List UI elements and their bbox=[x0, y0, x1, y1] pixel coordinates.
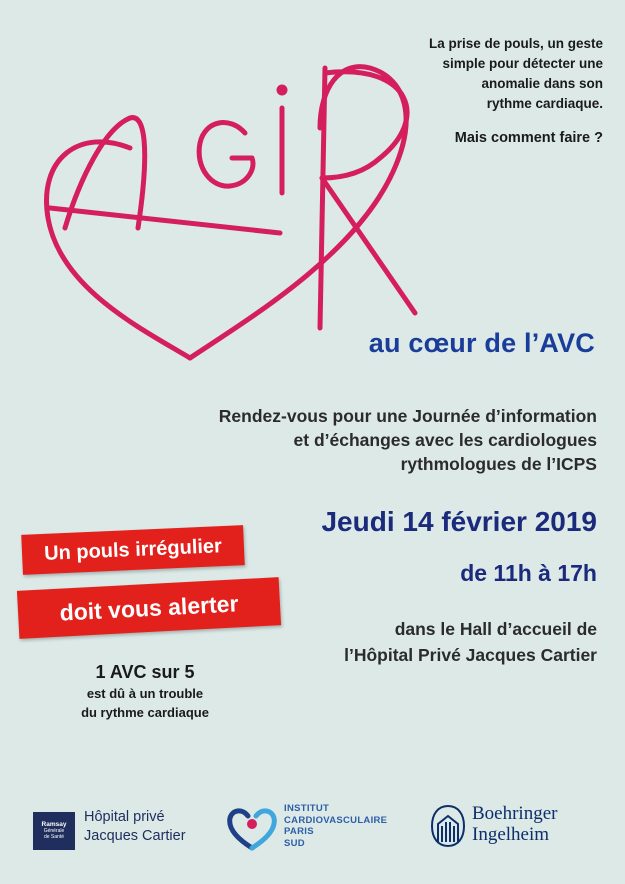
intro-line: La prise de pouls, un geste bbox=[428, 36, 603, 51]
icps-line: SUD bbox=[284, 837, 305, 849]
hospital-line: Jacques Cartier bbox=[84, 828, 186, 844]
rendezvous-line: et d’échanges avec les cardiologues bbox=[293, 430, 597, 450]
location-line: l’Hôpital Privé Jacques Cartier bbox=[344, 645, 597, 665]
icps-name bbox=[284, 803, 387, 849]
intro-line: anomalie dans son bbox=[481, 76, 603, 91]
boehringer-line: Boehringer bbox=[472, 803, 558, 824]
ramsay-logo bbox=[33, 812, 75, 850]
intro-text bbox=[363, 34, 603, 148]
stat-line: du rythme cardiaque bbox=[81, 705, 209, 720]
event-hours: de 11h à 17h bbox=[460, 560, 597, 586]
rendezvous-line: rythmologues de l’ICPS bbox=[400, 454, 597, 474]
stat-line: est dû à un trouble bbox=[86, 686, 204, 701]
icps-line: CARDIOVASCULAIRE bbox=[284, 814, 388, 826]
avc-statistic bbox=[30, 660, 260, 722]
boehringer-name bbox=[472, 803, 557, 845]
intro-line: simple pour détecter une bbox=[442, 56, 603, 71]
intro-question: Mais comment faire ? bbox=[454, 130, 603, 146]
rendezvous-text bbox=[157, 404, 597, 476]
event-date: Jeudi 14 février 2019 bbox=[321, 506, 597, 537]
hospital-name bbox=[84, 808, 186, 846]
stat-headline: 1 AVC sur 5 bbox=[95, 662, 195, 682]
boehringer-building-icon bbox=[430, 804, 466, 848]
intro-line: rythme cardiaque. bbox=[486, 96, 603, 111]
hospital-line: Hôpital privé bbox=[84, 809, 165, 825]
icps-line: PARIS bbox=[284, 826, 314, 837]
ramsay-sub: Générale bbox=[43, 828, 65, 834]
ramsay-brand: Ramsay bbox=[41, 821, 67, 828]
rendezvous-line: Rendez-vous pour une Journée d’information bbox=[218, 406, 597, 426]
alert-banner-1: Un pouls irrégulier bbox=[21, 525, 245, 575]
icps-heart-icon bbox=[226, 806, 278, 852]
boehringer-line: Ingelheim bbox=[472, 824, 550, 845]
tagline: au cœur de l’AVC bbox=[368, 328, 595, 358]
location-line: dans le Hall d’accueil de bbox=[394, 619, 597, 639]
alert-banner-2: doit vous alerter bbox=[17, 577, 281, 639]
ramsay-sub: de Santé bbox=[43, 834, 65, 840]
icps-line: INSTITUT bbox=[284, 803, 330, 814]
event-location bbox=[237, 616, 597, 668]
